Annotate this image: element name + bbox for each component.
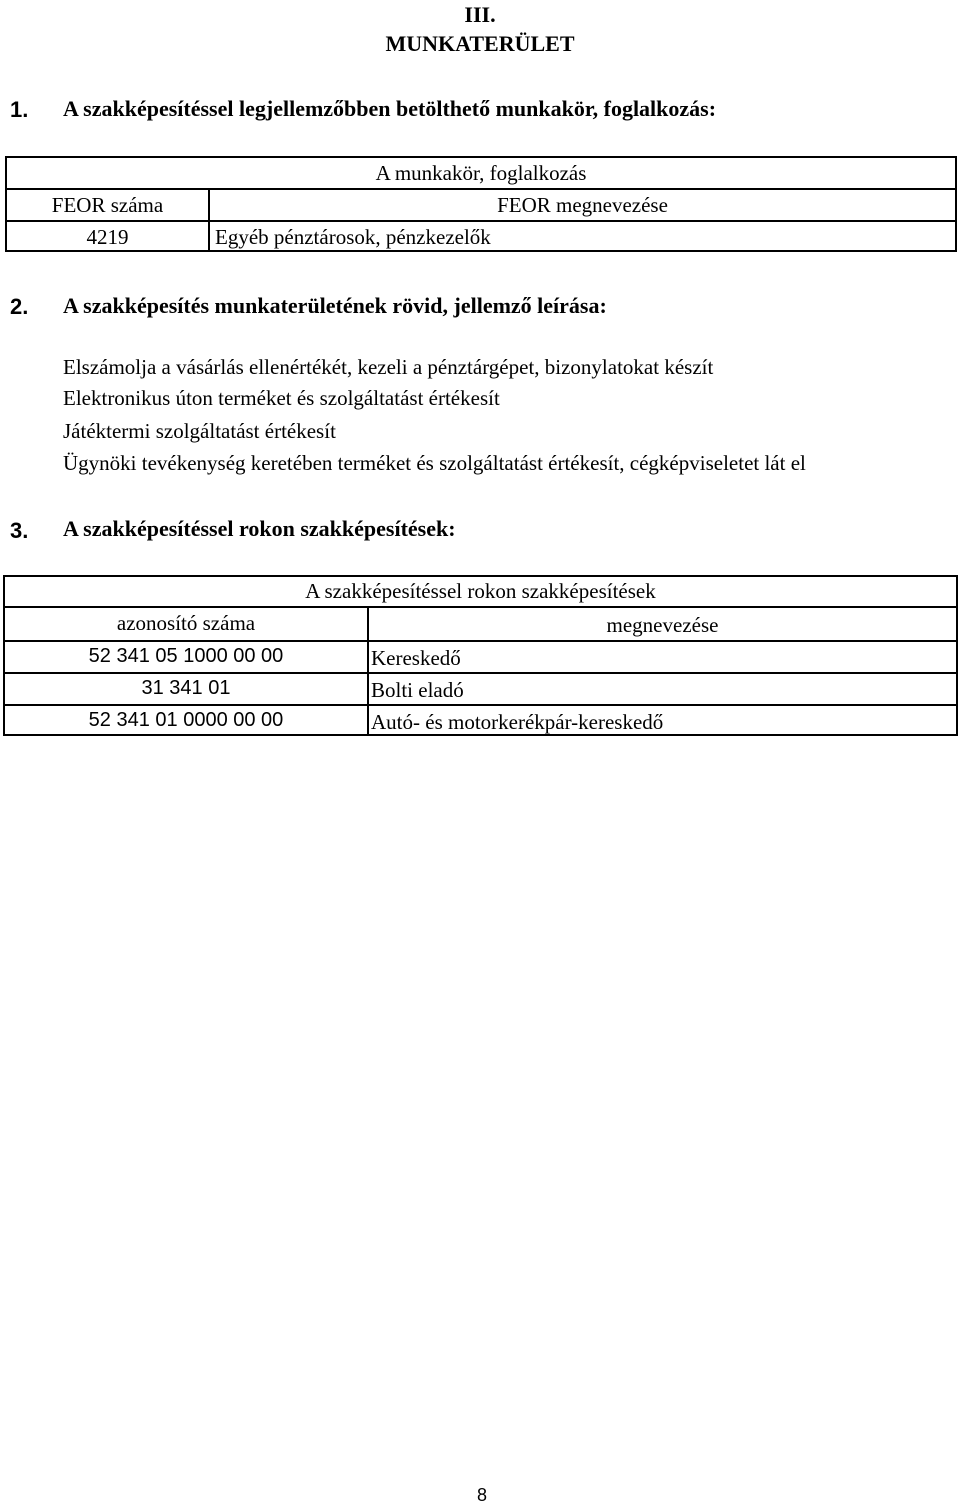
related-table-name: Bolti eladó [371, 678, 464, 702]
description-line: Ügynöki tevékenység keretében terméket és szolgáltatást értékesít, cégképviseletet lát el [63, 451, 806, 475]
related-table-header-id: azonosító száma [116, 611, 256, 635]
related-table-name: Autó- és motorkerékpár-kereskedő [371, 710, 664, 734]
job-table-code: 4219 [86, 225, 129, 249]
related-table-id: 31 341 01 [141, 677, 231, 699]
section1-number: 1. [10, 97, 29, 122]
job-table-header-code: FEOR száma [51, 193, 164, 217]
related-table-id: 52 341 01 0000 00 00 [88, 709, 284, 731]
job-table [5, 156, 957, 252]
job-table-header-name: FEOR megnevezése [497, 193, 668, 217]
section2-title: A szakképesítés munkaterületének rövid, jellemző leírása: [63, 293, 607, 318]
page-number: 8 [476, 1485, 487, 1505]
related-table-divider [5, 640, 956, 642]
related-table-id: 52 341 05 1000 00 00 [88, 645, 284, 667]
section2-number: 2. [10, 294, 29, 319]
related-table-header-name: megnevezése [606, 613, 719, 637]
section1-title: A szakképesítéssel legjellemzőbben betölthető munkakör, foglalkozás: [63, 96, 717, 121]
related-table-name: Kereskedő [371, 646, 461, 670]
section3-number: 3. [10, 518, 29, 543]
related-table-divider [5, 704, 956, 706]
job-table-name: Egyéb pénztárosok, pénzkezelők [215, 225, 491, 249]
related-qualifications-table [3, 575, 958, 736]
related-table-divider [5, 606, 956, 608]
part-number: III. [464, 2, 496, 27]
related-table-caption: A szakképesítéssel rokon szakképesítések [305, 579, 656, 603]
job-table-caption: A munkakör, foglalkozás [375, 161, 587, 185]
job-table-divider [7, 220, 955, 222]
description-line: Elektronikus úton terméket és szolgáltatást értékesít [63, 386, 500, 410]
section3-title: A szakképesítéssel rokon szakképesítések: [63, 516, 456, 541]
part-title: MUNKATERÜLET [385, 31, 575, 56]
description-line: Elszámolja a vásárlás ellenértékét, kezeli a pénztárgépet, bizonylatokat készít [63, 355, 714, 379]
related-table-divider [5, 672, 956, 674]
job-table-divider [7, 188, 955, 190]
description-line: Játéktermi szolgáltatást értékesít [63, 419, 336, 443]
